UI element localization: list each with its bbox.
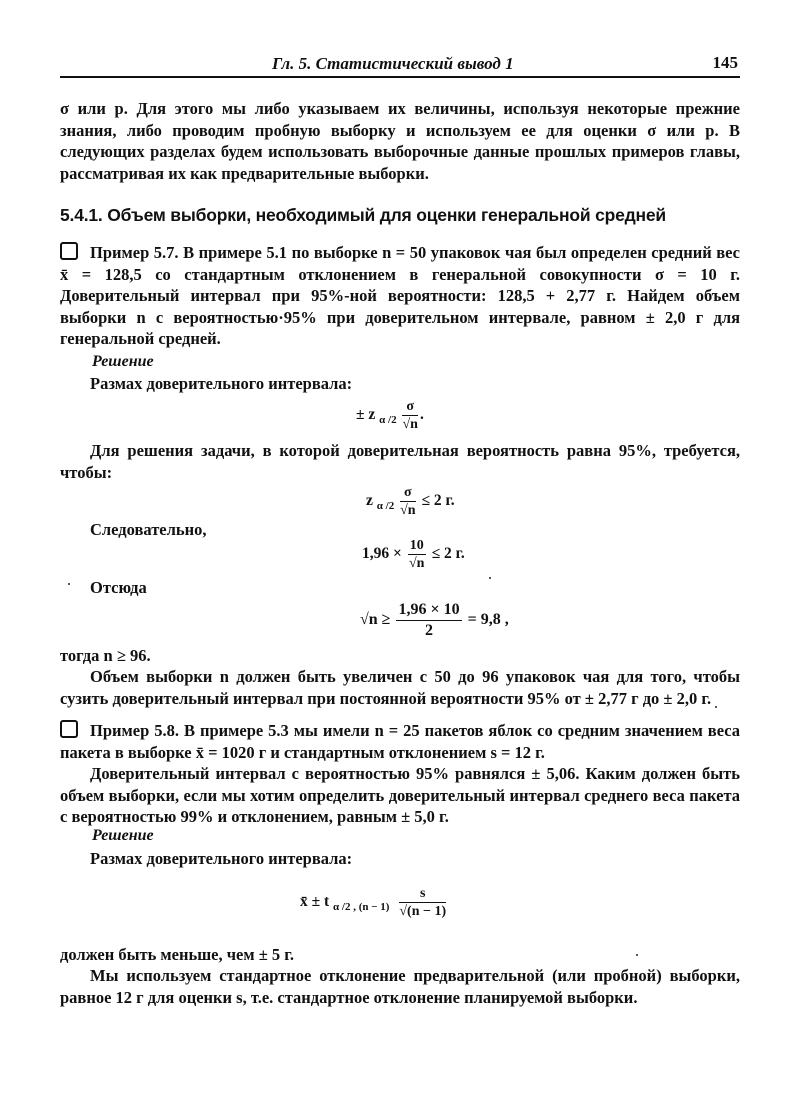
formula-3 [362, 537, 465, 572]
intro-paragraph [60, 98, 740, 184]
formula-4-fraction [396, 600, 461, 641]
formula-4 [360, 600, 509, 641]
final-text: Мы используем стандартное отклонение предварительной (или пробной) выборки, равное 12 г для оценки s, т.е. стандартное отклонение планируемой выборки. [60, 966, 740, 1007]
formula-4-prefix: √n ≥ [360, 611, 391, 629]
formula-2-prefix: z [366, 492, 373, 510]
running-title: Гл. 5. Статистический вывод 1 [272, 54, 514, 73]
range-label-1: Размах доверительного интервала: [90, 374, 353, 393]
formula-4-num: 1,96 × 10 [396, 600, 461, 621]
scan-speck [489, 577, 491, 579]
formula-1-prefix: ± z [356, 406, 376, 424]
formula-5-fraction [399, 885, 446, 920]
running-head [60, 52, 740, 78]
range-label-2: Размах доверительного интервала: [90, 849, 353, 868]
example-2-question: Доверительный интервал с вероятностью 95% равнялся ± 5,06. Каким должен быть объем выборки, если мы хотим определить доверительный интервал среднего веса пакета с вероятностью 99% и отклонением, равным ± 5,0 г. [60, 764, 740, 826]
scan-speck [636, 954, 638, 956]
formula-5-sub: α /2 , (n − 1) [333, 901, 390, 914]
example-2-text: В примере 5.3 мы имели n = 25 пакетов яблок со средним значением веса пакета в выборке x̄ = 1020 г и стандартным отклонением s = 12 г. [60, 721, 741, 762]
formula-4-den: 2 [425, 622, 434, 639]
formula-5-num: s [399, 885, 446, 903]
example-1-text: В примере 5.1 по выборке n = 50 упаковок чая был определен средний вес x̄ = 128,5 со стандартным отклонением в генеральной совокупности σ = 10 г. Доверительный интервал при 95%-ной вероятности: 128,5 + 2,77 г. Найдем объем выборки n с вероятностью·95% при доверительном интервале, равном ± 2,0 г для генеральной средней. [60, 243, 741, 348]
formula-1-den: √n [402, 417, 418, 432]
section-heading: 5.4.1. Объем выборки, необходимый для оценки генеральной средней [60, 205, 666, 225]
condition-text: Для решения задачи, в которой доверительная вероятность равна 95%, требуется, чтобы: [60, 441, 740, 482]
formula-2-sub: α /2 [376, 500, 395, 513]
intro-text: σ или p. Для этого мы либо указываем их величины, используя некоторые прежние знания, либо проводим пробную выборку и используем ее для оценки σ или p. В следующих разделах будем использовать выборочные данные прошлых примеров главы, рассматривая их как предварительные выборки. [60, 99, 740, 183]
formula-1-fraction [402, 398, 417, 433]
formula-2-suffix: ≤ 2 г. [421, 492, 455, 510]
page-number: 145 [712, 53, 738, 72]
then-line: тогда n ≥ 96. [60, 646, 151, 665]
hence-label: Отсюда [90, 578, 147, 597]
formula-2-den: √n [400, 503, 416, 518]
example-5-8 [60, 720, 740, 828]
formula-5-den: √(n − 1) [399, 904, 447, 919]
example-2-label: Пример 5.8. [90, 721, 179, 740]
example-marker-icon [60, 242, 78, 260]
formula-3-num: 10 [409, 538, 424, 553]
formula-1-sub: α /2 [379, 414, 397, 427]
consequently-label: Следовательно, [90, 520, 207, 539]
formula-3-fraction [408, 537, 426, 572]
formula-3-suffix: ≤ 2 г. [431, 545, 465, 563]
scan-speck [715, 706, 717, 708]
formula-2-num: σ [400, 484, 415, 502]
formula-5 [300, 885, 448, 920]
condition-paragraph [60, 440, 740, 483]
formula-1-suffix: . [419, 406, 424, 424]
formula-1-num: σ [402, 398, 417, 416]
formula-3-den: √n [408, 556, 425, 571]
formula-3-prefix: 1,96 × [362, 545, 402, 563]
less-than-line: должен быть меньше, чем ± 5 г. [60, 945, 295, 964]
example-5-7 [60, 242, 740, 350]
conclusion-paragraph [60, 666, 740, 709]
formula-5-prefix: x̄ ± t [300, 893, 330, 911]
formula-2 [366, 484, 455, 519]
example-1-label: Пример 5.7. [90, 243, 179, 262]
solution-label-1: Решение [92, 353, 154, 370]
solution-label-2: Решение [92, 827, 154, 844]
scan-speck [68, 583, 70, 585]
formula-2-fraction [400, 484, 415, 519]
formula-1 [356, 398, 424, 433]
example-marker-icon [60, 720, 78, 738]
conclusion-text: Объем выборки n должен быть увеличен с 50 до 96 упаковок чая для того, чтобы сузить доверительный интервал при постоянной вероятности 95% от ± 2,77 г до ± 2,0 г. [60, 667, 740, 708]
final-paragraph [60, 965, 740, 1008]
formula-4-suffix: = 9,8 , [467, 611, 509, 629]
